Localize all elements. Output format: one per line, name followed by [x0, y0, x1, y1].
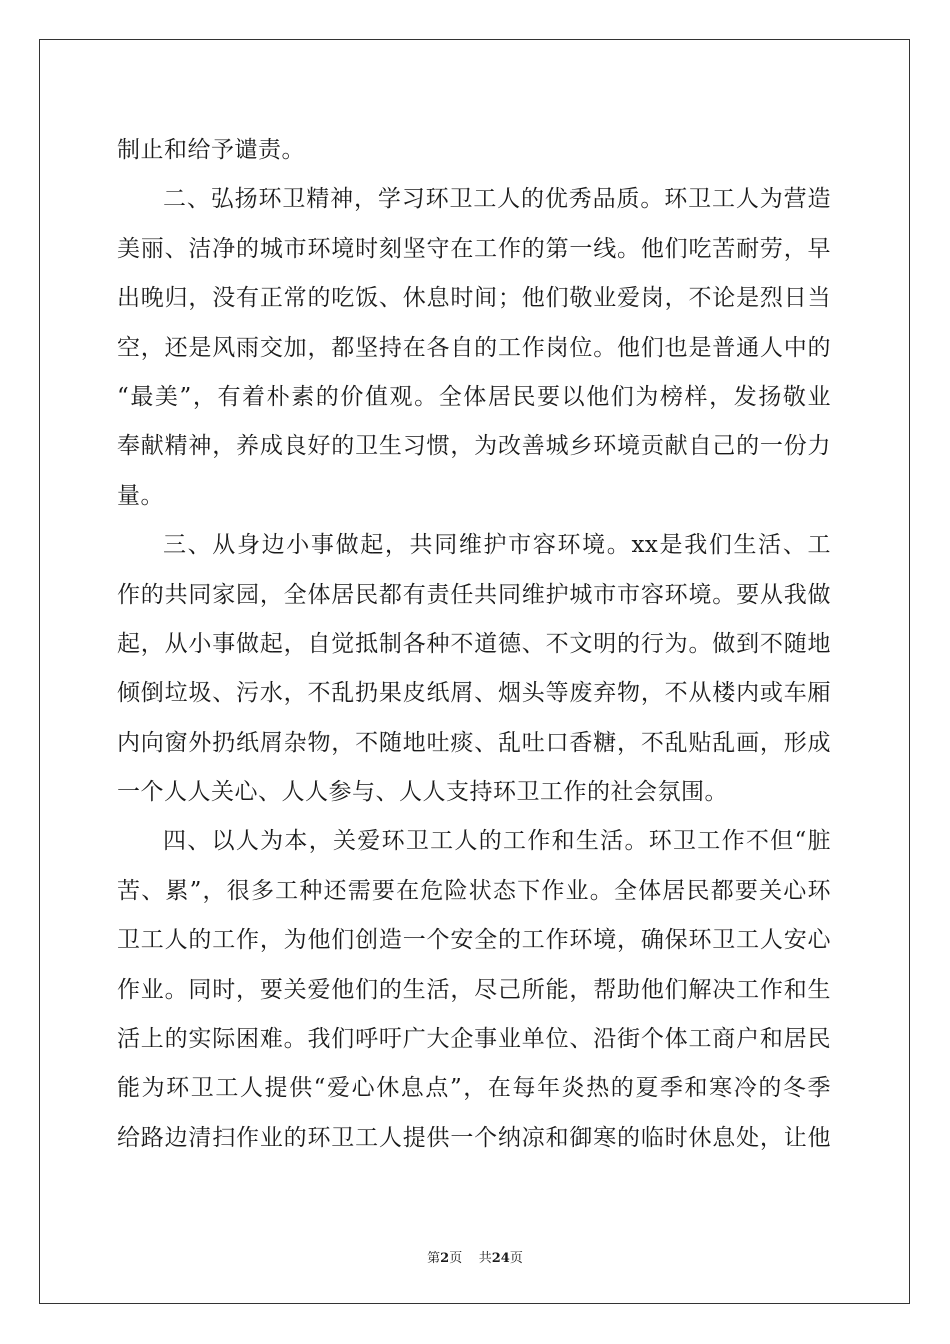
text-line: 美丽、洁净的城市环境时刻坚守在工作的第一线。他们吃苦耐劳，早 — [117, 235, 831, 262]
text-line: 四、以人为本，关爱环卫工人的工作和生活。环卫工作不但“脏 — [163, 828, 831, 855]
total-prefix: 共 — [478, 1251, 492, 1266]
text-line: 二、弘扬环卫精神，学习环卫工人的优秀品质。环卫工人为营造 — [163, 186, 831, 213]
page-suffix: 页 — [449, 1251, 463, 1266]
text-line: 能为环卫工人提供“爱心休息点”，在每年炎热的夏季和寒冷的冬季 — [117, 1075, 831, 1102]
page-footer — [0, 1247, 950, 1266]
text-line: 量。 — [117, 482, 164, 509]
text-line: 卫工人的工作，为他们创造一个安全的工作环境，确保环卫工人安心 — [117, 927, 831, 954]
text-line: 内向窗外扔纸屑杂物，不随地吐痰、乱吐口香糖，不乱贴乱画，形成 — [117, 729, 831, 756]
text-line: 奉献精神，养成良好的卫生习惯，为改善城乡环境贡献自己的一份力 — [117, 433, 831, 460]
text-line: “最美”，有着朴素的价值观。全体居民要以他们为榜样，发扬敬业 — [117, 383, 831, 410]
total-suffix: 页 — [509, 1251, 523, 1266]
text-line: 倾倒垃圾、污水，不乱扔果皮纸屑、烟头等废弃物，不从楼内或车厢 — [117, 680, 831, 707]
document-body — [117, 126, 831, 1163]
text-line: 作的共同家园，全体居民都有责任共同维护城市市容环境。要从我做 — [117, 581, 831, 608]
text-line: 三、从身边小事做起，共同维护市容环境。xx是我们生活、工 — [163, 532, 831, 559]
text-line: 苦、累”，很多工种还需要在危险状态下作业。全体居民都要关心环 — [117, 877, 831, 904]
text-line: 出晚归，没有正常的吃饭、休息时间；他们敬业爱岗，不论是烈日当 — [117, 285, 831, 312]
paragraph — [117, 126, 831, 175]
text-line: 制止和给予谴责。 — [117, 137, 305, 163]
text-line: 活上的实际困难。我们呼吁广大企事业单位、沿街个体工商户和居民 — [117, 1026, 831, 1053]
text-line: 一个人人关心、人人参与、人人支持环卫工作的社会氛围。 — [117, 779, 728, 806]
page-prefix: 第 — [427, 1251, 441, 1266]
page-number: 2 — [440, 1251, 450, 1266]
paragraph — [117, 521, 831, 817]
paragraph — [117, 175, 831, 521]
text-line: 作业。同时，要关爱他们的生活，尽己所能，帮助他们解决工作和生 — [117, 976, 831, 1003]
text-line: 起，从小事做起，自觉抵制各种不道德、不文明的行为。做到不随地 — [117, 630, 831, 657]
text-line: 给路边清扫作业的环卫工人提供一个纳凉和御寒的临时休息处，让他 — [117, 1124, 831, 1151]
paragraph — [117, 817, 831, 1163]
text-line: 空，还是风雨交加，都坚持在各自的工作岗位。他们也是普通人中的 — [117, 334, 831, 361]
total-pages: 24 — [491, 1251, 510, 1266]
